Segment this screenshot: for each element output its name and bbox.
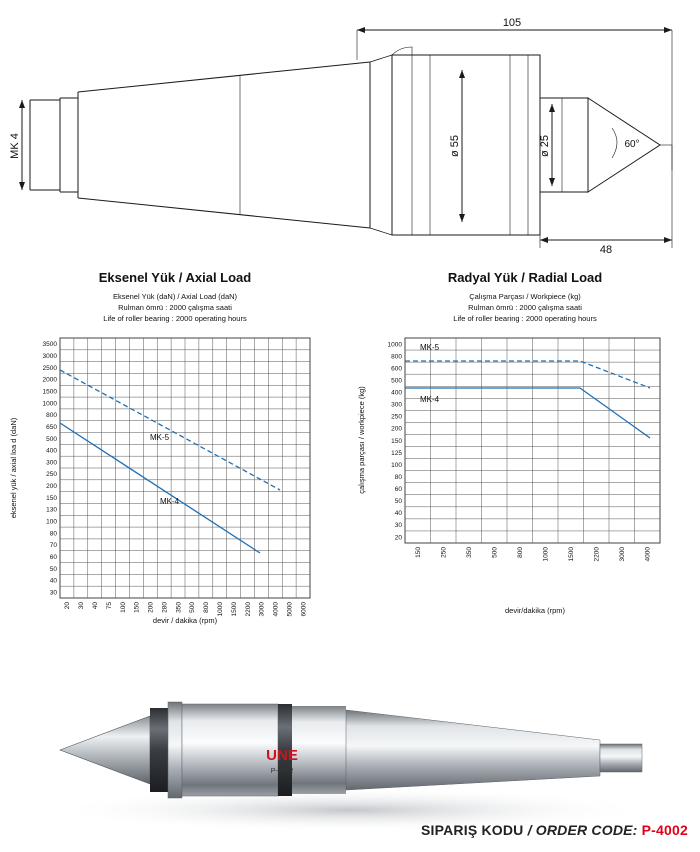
axial-y-tick: 650	[46, 423, 57, 431]
axial-x-tick: 30	[78, 602, 86, 610]
radial-y-tick: 500	[391, 377, 402, 385]
radial-x-tick: 1000	[542, 547, 550, 562]
radial-y-tick: 40	[394, 510, 402, 518]
order-code	[421, 822, 688, 838]
dim-point-length: 48	[599, 244, 613, 256]
radial-x-tick: 150	[415, 547, 423, 558]
radial-x-tick: 3000	[619, 547, 627, 562]
radial-x-tick: 350	[466, 547, 474, 558]
axial-y-tick: 3000	[42, 353, 57, 361]
axial-y-tick: 40	[49, 577, 57, 585]
axial-y-tick: 200	[46, 483, 57, 491]
axial-x-axis-label: devir / dakika (rpm)	[152, 616, 218, 625]
axial-y-tick: 60	[49, 553, 57, 561]
axial-y-tick: 80	[49, 530, 57, 538]
radial-y-tick: 100	[391, 461, 402, 469]
radial-load-chart	[350, 270, 700, 628]
radial-chart-title: Radyal Yük / Radial Load	[447, 270, 603, 285]
dim-point-diameter: ø 25	[539, 134, 551, 158]
axial-x-tick: 40	[92, 602, 100, 610]
dim-body-diameter: ø 55	[449, 134, 461, 158]
radial-y-tick: 200	[391, 425, 402, 433]
radial-y-tick: 400	[391, 389, 402, 397]
radial-chart-sub3: Life of roller bearing : 2000 operating hours	[453, 314, 597, 323]
radial-x-tick: 2200	[593, 547, 601, 562]
radial-chart-sub2: Rulman ömrü : 2000 çalışma saati	[468, 303, 582, 312]
radial-y-tick: 800	[391, 353, 402, 361]
radial-y-tick: 20	[394, 534, 402, 542]
axial-chart-sub2: Rulman ömrü : 2000 çalışma saati	[118, 303, 232, 312]
axial-x-tick: 1000	[217, 602, 225, 617]
radial-x-tick: 800	[517, 547, 525, 558]
axial-y-tick: 130	[46, 506, 57, 514]
axial-y-axis-label: eksenel yük / axial loa d (daN)	[9, 417, 18, 519]
radial-chart-sub1: Çalışma Parçası / Workpiece (kg)	[469, 292, 581, 301]
axial-chart-title: Eksenel Yük / Axial Load	[98, 270, 252, 285]
radial-y-tick: 60	[394, 486, 402, 494]
axial-x-tick: 3000	[258, 602, 266, 617]
dim-total-length: 105	[502, 17, 522, 29]
axial-y-tick: 70	[49, 542, 57, 550]
radial-y-tick: 300	[391, 401, 402, 409]
order-code-label-tr: SIPARIŞ KODU	[421, 822, 524, 838]
radial-y-tick: 250	[391, 413, 402, 421]
radial-y-tick: 30	[394, 522, 402, 530]
axial-x-tick: 800	[203, 602, 211, 613]
axial-y-tick: 100	[46, 518, 57, 526]
axial-y-tick: 1000	[42, 400, 57, 408]
axial-x-tick: 4000	[272, 602, 280, 617]
radial-y-tick: 50	[394, 498, 402, 506]
axial-x-tick: 6000	[300, 602, 308, 617]
axial-y-tick: 2500	[42, 364, 57, 372]
axial-series-label-mk5: MK-5	[150, 433, 170, 442]
axial-y-tick: 800	[46, 412, 57, 420]
axial-y-tick: 50	[49, 565, 57, 573]
order-code-value: P-4002	[641, 822, 688, 838]
axial-x-tick: 100	[119, 602, 127, 613]
radial-y-tick: 125	[391, 449, 402, 457]
axial-load-chart	[0, 270, 350, 628]
radial-series-label-mk5: MK-5	[420, 343, 440, 352]
brand-logo: UNE	[266, 747, 298, 764]
radial-y-tick: 600	[391, 365, 402, 373]
radial-x-tick: 250	[440, 547, 448, 558]
axial-y-tick: 300	[46, 459, 57, 467]
charts-section	[0, 270, 700, 670]
axial-series-label-mk4: MK-4	[160, 497, 180, 506]
axial-x-tick: 20	[64, 602, 72, 610]
axial-y-tick: 30	[49, 589, 57, 597]
order-code-separator: /	[523, 822, 536, 838]
radial-y-tick: 80	[394, 473, 402, 481]
radial-y-tick: 1000	[387, 341, 402, 349]
radial-y-axis-label: çalışma parçası / workpiece (kg)	[357, 386, 366, 494]
axial-y-tick: 3500	[42, 341, 57, 349]
axial-x-tick: 1500	[230, 602, 238, 617]
axial-x-tick: 5000	[286, 602, 294, 617]
axial-y-tick: 2000	[42, 376, 57, 384]
photo-model-label: P-4002	[270, 768, 294, 775]
axial-y-tick: 500	[46, 435, 57, 443]
axial-y-tick: 400	[46, 447, 57, 455]
order-code-label-en: ORDER CODE:	[535, 822, 642, 838]
radial-x-tick: 500	[491, 547, 499, 558]
radial-y-tick: 150	[391, 437, 402, 445]
radial-x-tick: 4000	[644, 547, 652, 562]
axial-x-tick: 2200	[244, 602, 252, 617]
taper-label: MK 4	[9, 133, 21, 159]
axial-chart-sub1: Eksenel Yük (daN) / Axial Load (daN)	[112, 292, 238, 301]
radial-x-axis-label: devir/dakika (rpm)	[504, 606, 566, 615]
radial-x-tick: 1500	[568, 547, 576, 562]
axial-x-tick: 280	[161, 602, 169, 613]
technical-drawing	[0, 0, 700, 265]
axial-x-tick: 500	[189, 602, 197, 613]
radial-series-label-mk4: MK-4	[420, 395, 440, 404]
axial-x-tick: 350	[175, 602, 183, 613]
dim-point-angle: 60°	[624, 139, 640, 150]
axial-y-tick: 1500	[42, 388, 57, 396]
axial-x-tick: 75	[105, 602, 113, 610]
axial-x-tick: 200	[147, 602, 155, 613]
axial-x-tick: 150	[133, 602, 141, 613]
axial-y-tick: 150	[46, 494, 57, 502]
axial-chart-sub3: Life of roller bearing : 2000 operating hours	[103, 314, 247, 323]
axial-y-tick: 250	[46, 471, 57, 479]
